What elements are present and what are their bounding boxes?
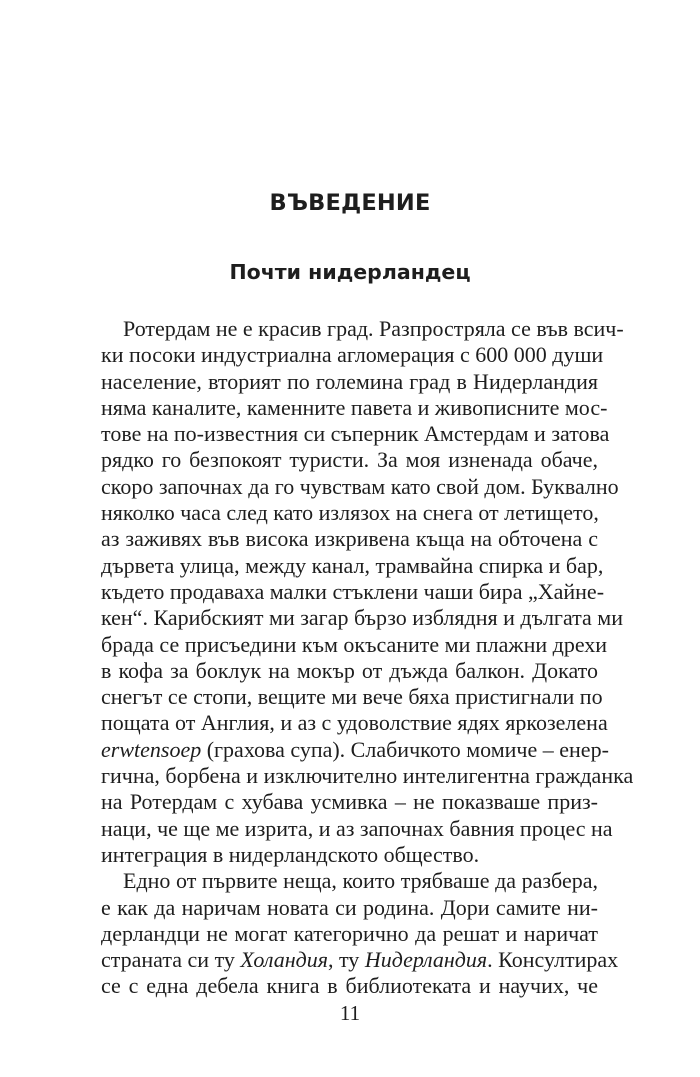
- text-line: тове на по-известния си съперник Амстердам и затова: [101, 421, 610, 447]
- chapter-title: ВЪВЕДЕНИЕ: [269, 190, 431, 216]
- text-line: интеграция в нидерландското общество.: [101, 841, 480, 867]
- text-fragment: , ту: [327, 947, 365, 973]
- section-title: Почти нидерландец: [229, 260, 471, 284]
- text-line: рядко го безпокоят туристи. За моя изненада обаче,: [101, 447, 598, 473]
- text-line: няколко часа след като излязох на снега от летището,: [101, 500, 599, 526]
- text-line: брада се присъедини към окъсаните ми плажни дрехи: [101, 631, 608, 657]
- text-line: население, вторият по големина град в Нидерландия: [101, 368, 598, 394]
- text-line: гична, борбена и изключително интелигентна гражданка: [101, 763, 634, 789]
- text-line: дървета улица, между канал, трамвайна спирка и бар,: [101, 552, 604, 578]
- body-text: [101, 316, 634, 1000]
- text-line: дерландци не могат категорично да решат и наричат: [101, 920, 598, 946]
- italic-term: Холандия: [240, 947, 328, 973]
- text-fragment: (грахова супа). Слабичкото момиче – енер-: [201, 736, 609, 762]
- text-fragment: страната си ту: [101, 947, 241, 973]
- text-line: няма каналите, каменните павета и живописните мос-: [101, 394, 608, 420]
- text-line: [101, 736, 609, 763]
- text-line: Едно от първите неща, които трябваше да разбера,: [123, 868, 598, 894]
- text-line: пощата от Англия, и аз с удоволствие ядях яркозелена: [101, 710, 608, 736]
- italic-term: Нидерландия: [364, 947, 488, 973]
- text-line: аз заживях във висока изкривена къща на обточена с: [101, 526, 598, 552]
- text-line: снегът се стопи, вещите ми вече бяха пристигнали по: [101, 684, 603, 710]
- text-line: е как да наричам новата си родина. Дори самите ни-: [101, 894, 598, 920]
- italic-term: erwtensoep: [101, 736, 202, 762]
- text-line: наци, че ще ме изрита, и аз започнах бавния процес на: [101, 815, 613, 841]
- text-fragment: . Консултирах: [487, 947, 619, 973]
- page-number: 11: [339, 1001, 361, 1025]
- text-line: в кофа за боклук на мокър от дъжда балкон. Докато: [101, 657, 598, 683]
- text-line: на Ротердам с хубава усмивка – не показваше приз-: [101, 789, 598, 815]
- text-line: скоро започнах да го чувствам като свой дом. Буквално: [101, 473, 619, 499]
- text-line: [101, 947, 619, 973]
- text-line: където продаваха малки стъклени чаши бира „Хайне-: [101, 578, 605, 604]
- text-line: кен“. Карибският ми загар бързо изблядня и дългата ми: [101, 605, 623, 631]
- text-line: ки посоки индустриална агломерация с 600 000 души: [101, 342, 604, 368]
- text-line: се с една дебела книга в библиотеката и научих, че: [101, 973, 598, 999]
- text-line: Ротердам не е красив град. Разпростряла се във всич-: [123, 316, 624, 341]
